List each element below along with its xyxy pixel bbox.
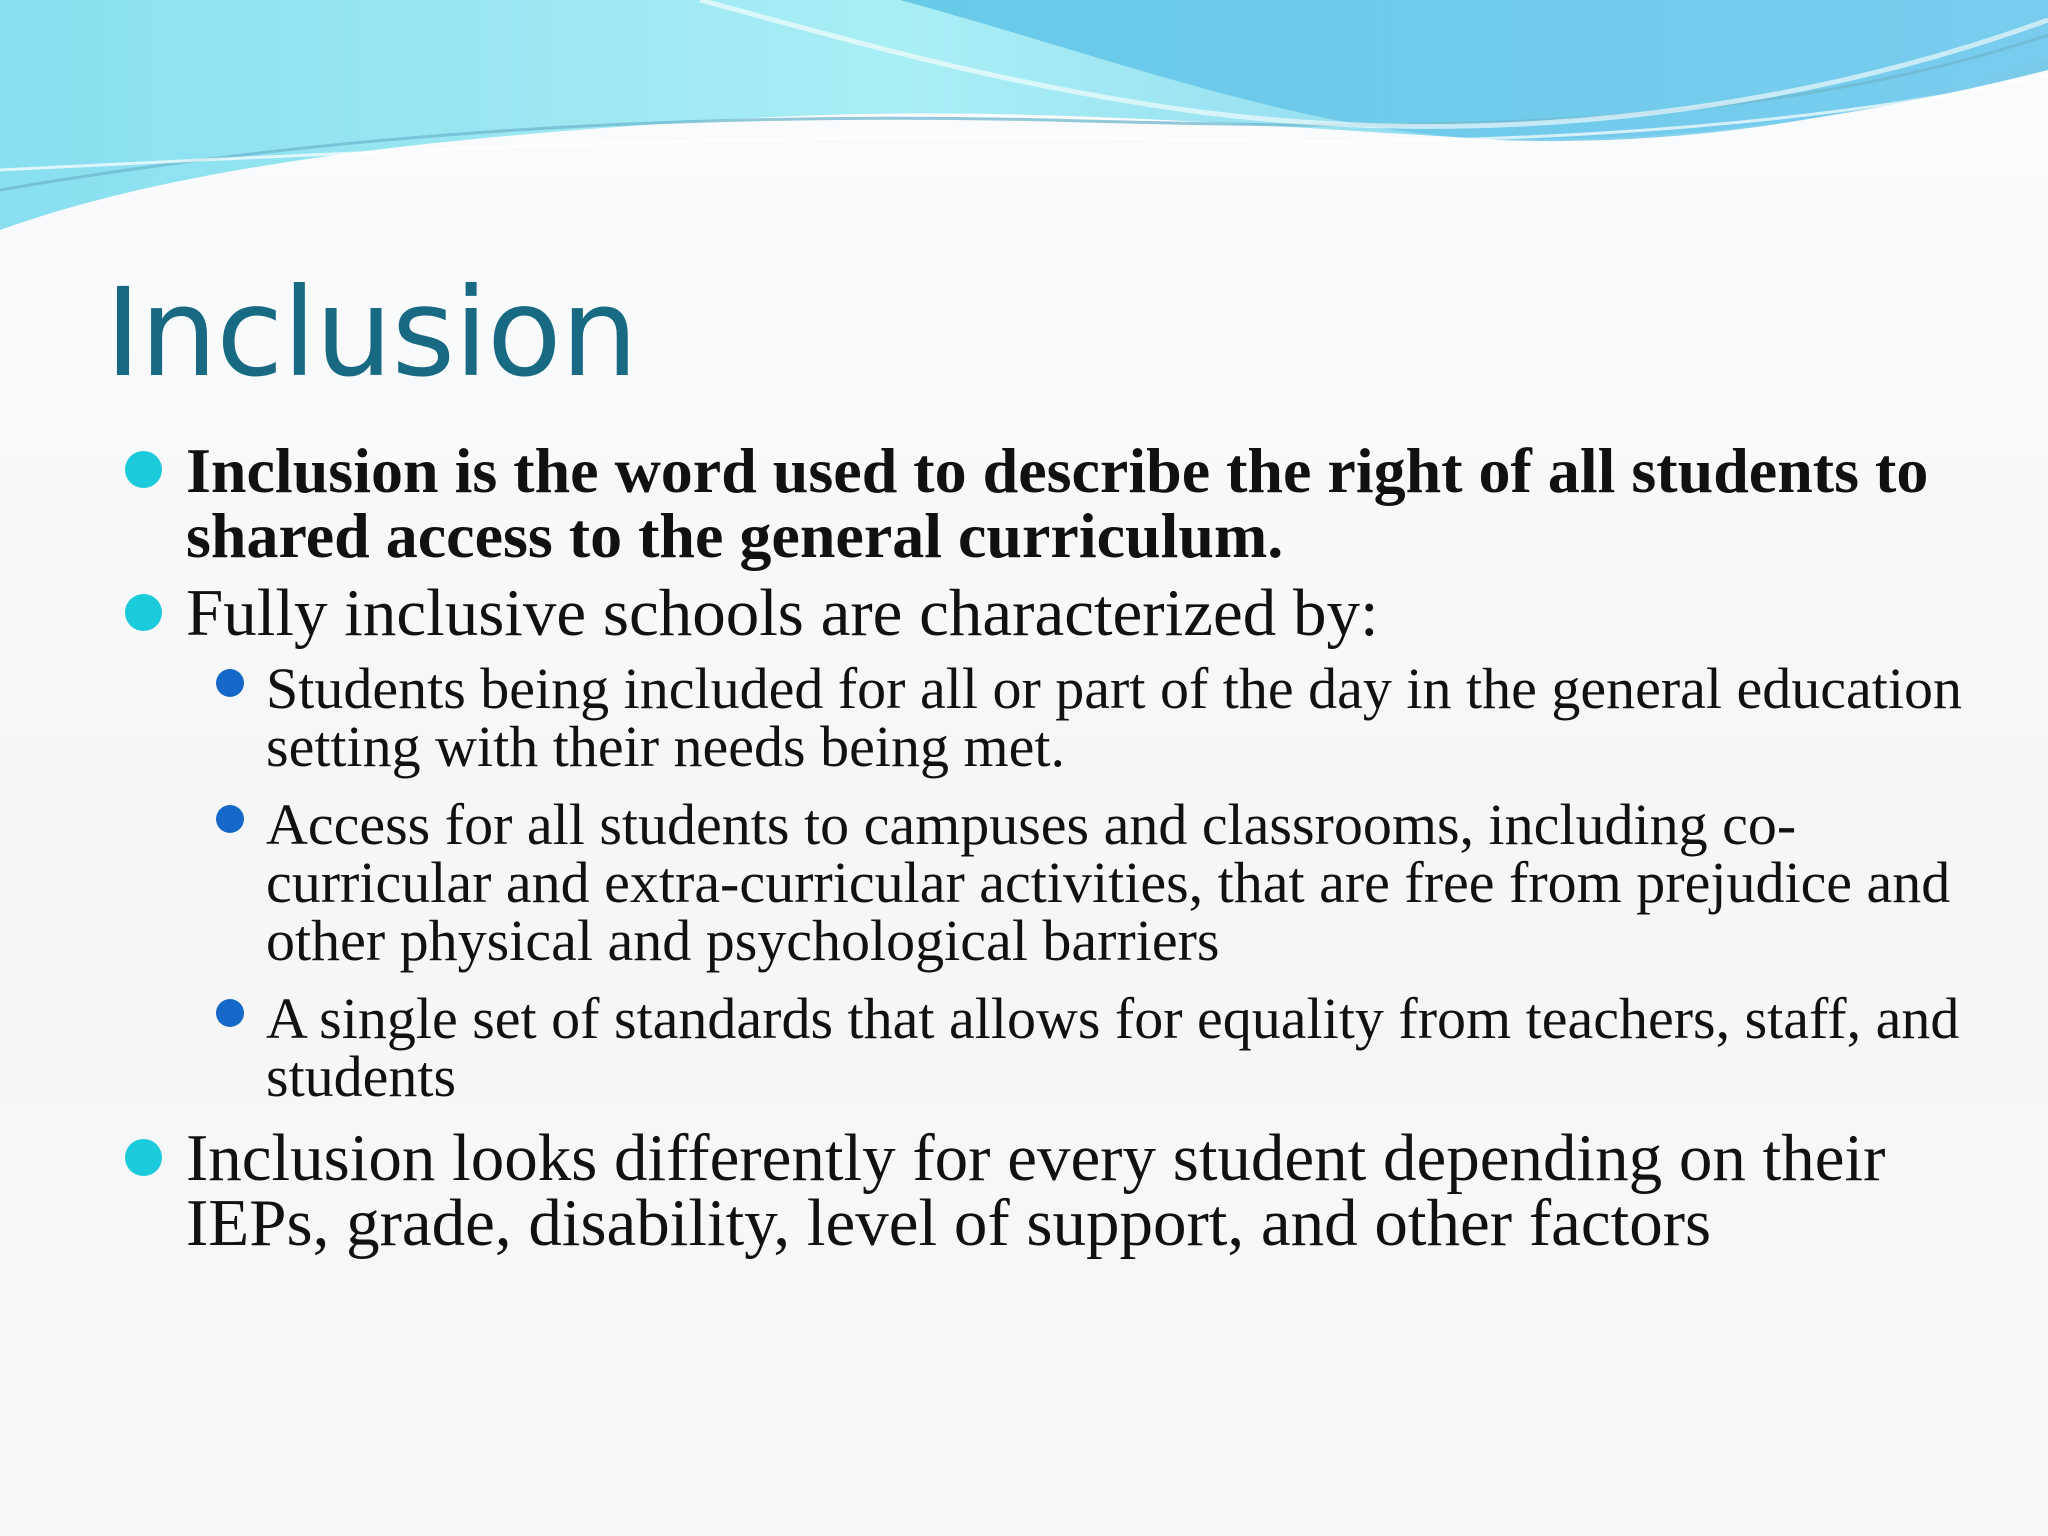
- bullet-dot-icon: [125, 1139, 162, 1176]
- bullet-text-1: Inclusion is the word used to describe the right of all students to shared access to the general curriculum.: [186, 435, 1929, 571]
- sub-bullet-list: [186, 656, 1965, 1109]
- sub-bullet-item-2: [125, 792, 1965, 973]
- sub-bullet-text-3: A single set of standards that allows for equality from teachers, staff, and students: [266, 986, 1960, 1109]
- bullet-item-3: [125, 1121, 1965, 1260]
- sub-bullet-text-2: Access for all students to campuses and classrooms, including co-curricular and extra-curricular activities, that are free from prejudice and other physical and psychological barriers: [266, 792, 1951, 973]
- bullet-text-3: Inclusion looks differently for every student depending on their IEPs, grade, disability, level of support, and other factors: [186, 1121, 1886, 1260]
- slide-title: Inclusion: [105, 262, 638, 404]
- header-wave-decoration: [0, 0, 2048, 260]
- bullet-dot-icon: [125, 594, 162, 631]
- bullet-item-1: [125, 435, 1965, 571]
- bullet-item-2: [125, 576, 1965, 1109]
- sub-bullet-item-3: [125, 986, 1965, 1109]
- bullet-dot-icon: [125, 451, 162, 488]
- sub-bullet-dot-icon: [216, 805, 244, 833]
- sub-bullet-item-1: [125, 656, 1965, 779]
- bullet-list: [125, 435, 1965, 1260]
- sub-bullet-text-1: Students being included for all or part of the day in the general education setting with their needs being met.: [266, 656, 1962, 779]
- sub-bullet-dot-icon: [216, 669, 244, 697]
- sub-bullet-dot-icon: [216, 999, 244, 1027]
- bullet-text-2: Fully inclusive schools are characterized by:: [186, 576, 1379, 650]
- slide-body: [125, 435, 1965, 1269]
